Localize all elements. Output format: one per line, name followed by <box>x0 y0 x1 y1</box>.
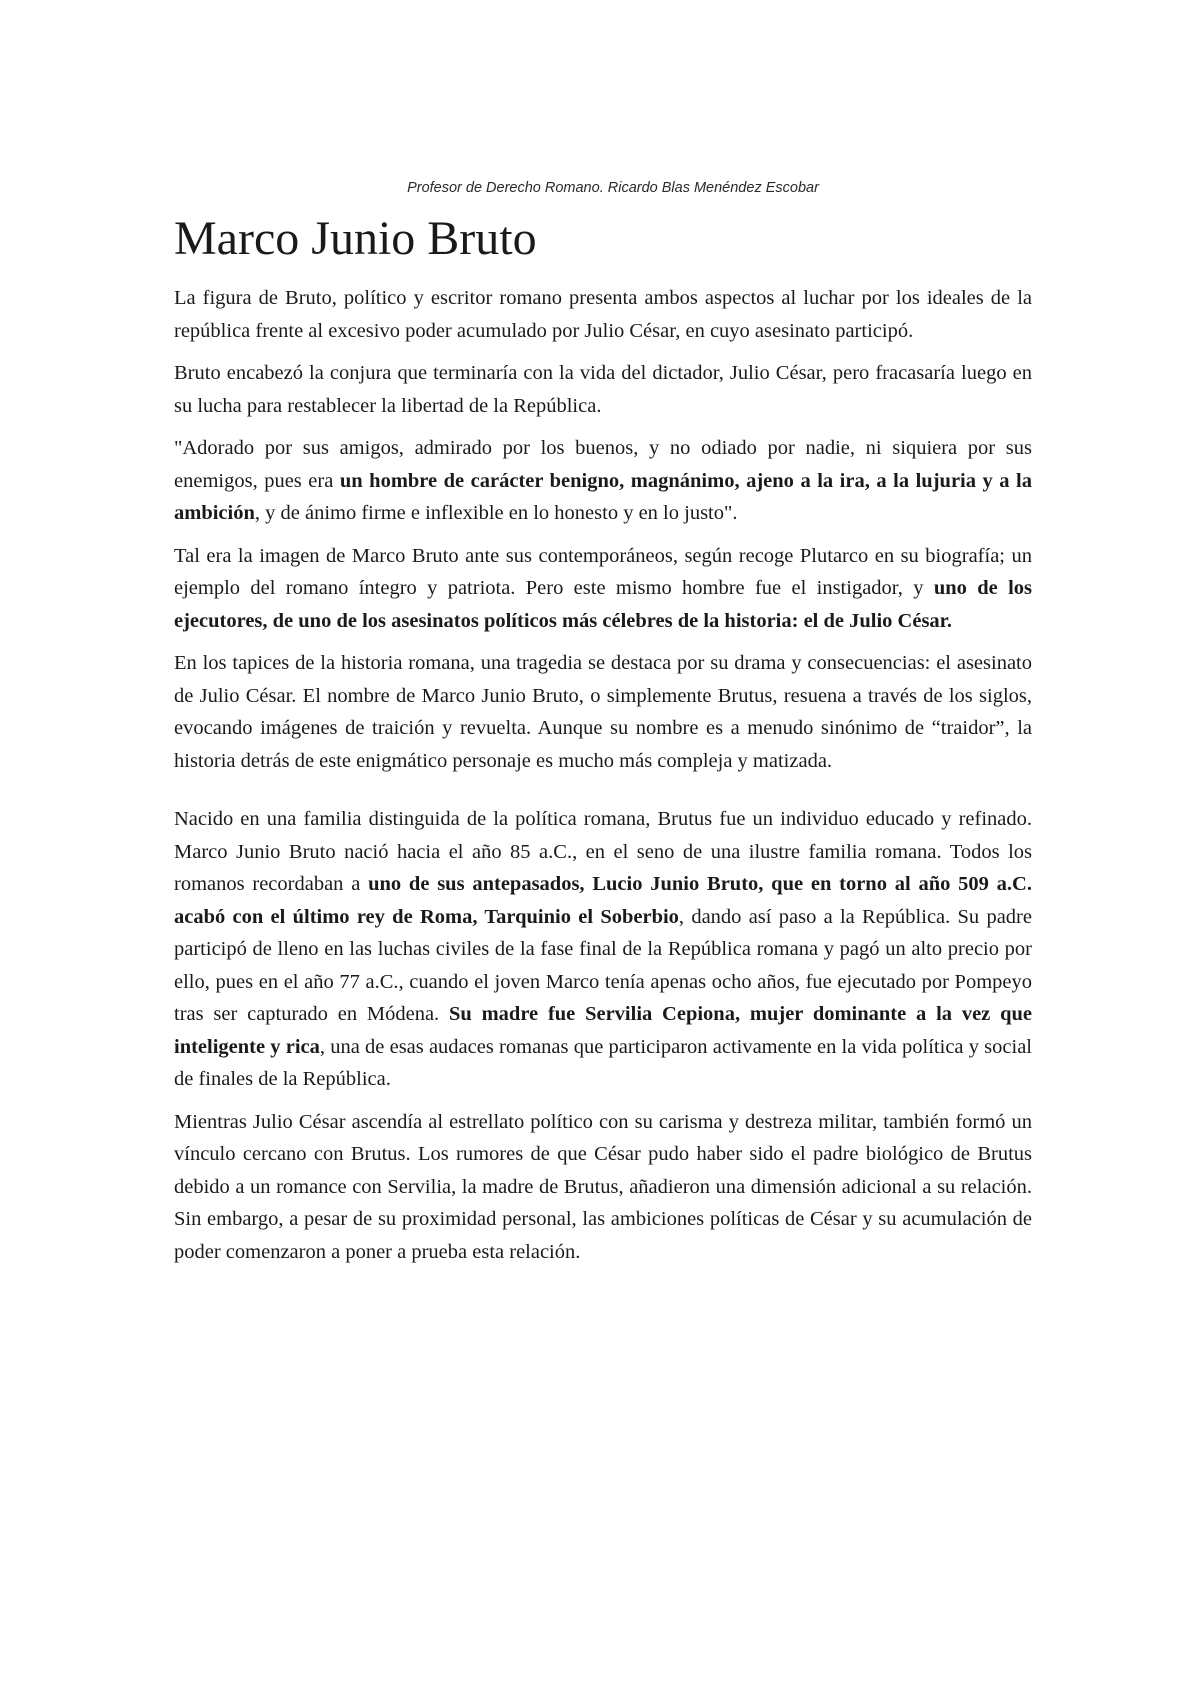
paragraph-intro: La figura de Bruto, político y escritor romano presenta ambos aspectos al luchar por los ideales de la república frente al excesivo poder acumulado por Julio César, en cuyo asesinato participó. <box>174 287 1032 342</box>
bold-phrase: uno de los ejecutores, de uno de los asesinatos políticos más célebres de la historia: el de Julio César. <box>174 577 1032 632</box>
document-title: Marco Junio Bruto <box>174 212 537 265</box>
paragraph-nacimiento: Nacido en una familia distinguida de la política romana, Brutus fue un individuo educado y refinado. Marco Junio Bruto nació hacia el año 85 a.C., en el seno de una ilustre familia romana. Todos los romanos recordaban a uno de sus antepasados, Lucio Junio Bruto, que en torno al año 509 a.C. acabó con el último rey de Roma, Tarquinio el Soberbio, dando así paso a la República. Su padre participó de lleno en las luchas civiles de la fase final de la República romana y pagó un alto precio por ello, pues en el año 77 a.C., cuando el joven Marco tenía apenas ocho años, fue ejecutado por Pompeyo tras ser capturado en Módena. Su madre fue Servilia Cepiona, mujer dominante a la vez que inteligente y rica, una de esas audaces romanas que participaron activamente en la vida política y social de finales de la República. <box>174 808 1032 1090</box>
bold-phrase: Su madre fue Servilia Cepiona, mujer dominante a la vez que inteligente y rica <box>174 1003 1032 1058</box>
paragraph-tapices: En los tapices de la historia romana, una tragedia se destaca por su drama y consecuencias: el asesinato de Julio César. El nombre de Marco Junio Bruto, o simplemente Brutus, resuena a través de los siglos, evocando imágenes de traición y revuelta. Aunque su nombre es a menudo sinónimo de “traidor”, la historia detrás de este enigmático personaje es mucho más compleja y matizada. <box>174 652 1032 772</box>
paragraph-quote: "Adorado por sus amigos, admirado por los buenos, y no odiado por nadie, ni siquiera por sus enemigos, pues era un hombre de carácter benigno, magnánimo, ajeno a la ira, a la lujuria y a la ambición, y de ánimo firme e inflexible en lo honesto y en lo justo". <box>174 437 1032 524</box>
paragraph-relacion-cesar: Mientras Julio César ascendía al estrellato político con su carisma y destreza militar, también formó un vínculo cercano con Brutus. Los rumores de que César pudo haber sido el padre biológico de Brutus debido a un romance con Servilia, la madre de Brutus, añadieron una dimensión adicional a su relación. Sin embargo, a pesar de su proximidad personal, las ambiciones políticas de César y su acumulación de poder comenzaron a poner a prueba esta relación. <box>174 1110 1032 1263</box>
paragraph-plutarco: Tal era la imagen de Marco Bruto ante sus contemporáneos, según recoge Plutarco en su biografía; un ejemplo del romano íntegro y patriota. Pero este mismo hombre fue el instigador, y uno de los ejecutores, de uno de los asesinatos políticos más célebres de la historia: el de Julio César. <box>174 544 1032 632</box>
bold-phrase: uno de sus antepasados, Lucio Junio Bruto, que en torno al año 509 a.C. acabó con el último rey de Roma, Tarquinio el Soberbio <box>174 873 1032 928</box>
bold-phrase: un hombre de carácter benigno, magnánimo, ajeno a la ira, a la lujuria y a la ambición <box>174 469 1032 524</box>
author-header: Profesor de Derecho Romano. Ricardo Blas Menéndez Escobar <box>407 180 819 196</box>
paragraph-conjura: Bruto encabezó la conjura que terminaría con la vida del dictador, Julio César, pero fracasaría luego en su lucha para restablecer la libertad de la República. <box>174 362 1032 417</box>
document-page <box>174 180 1032 1278</box>
